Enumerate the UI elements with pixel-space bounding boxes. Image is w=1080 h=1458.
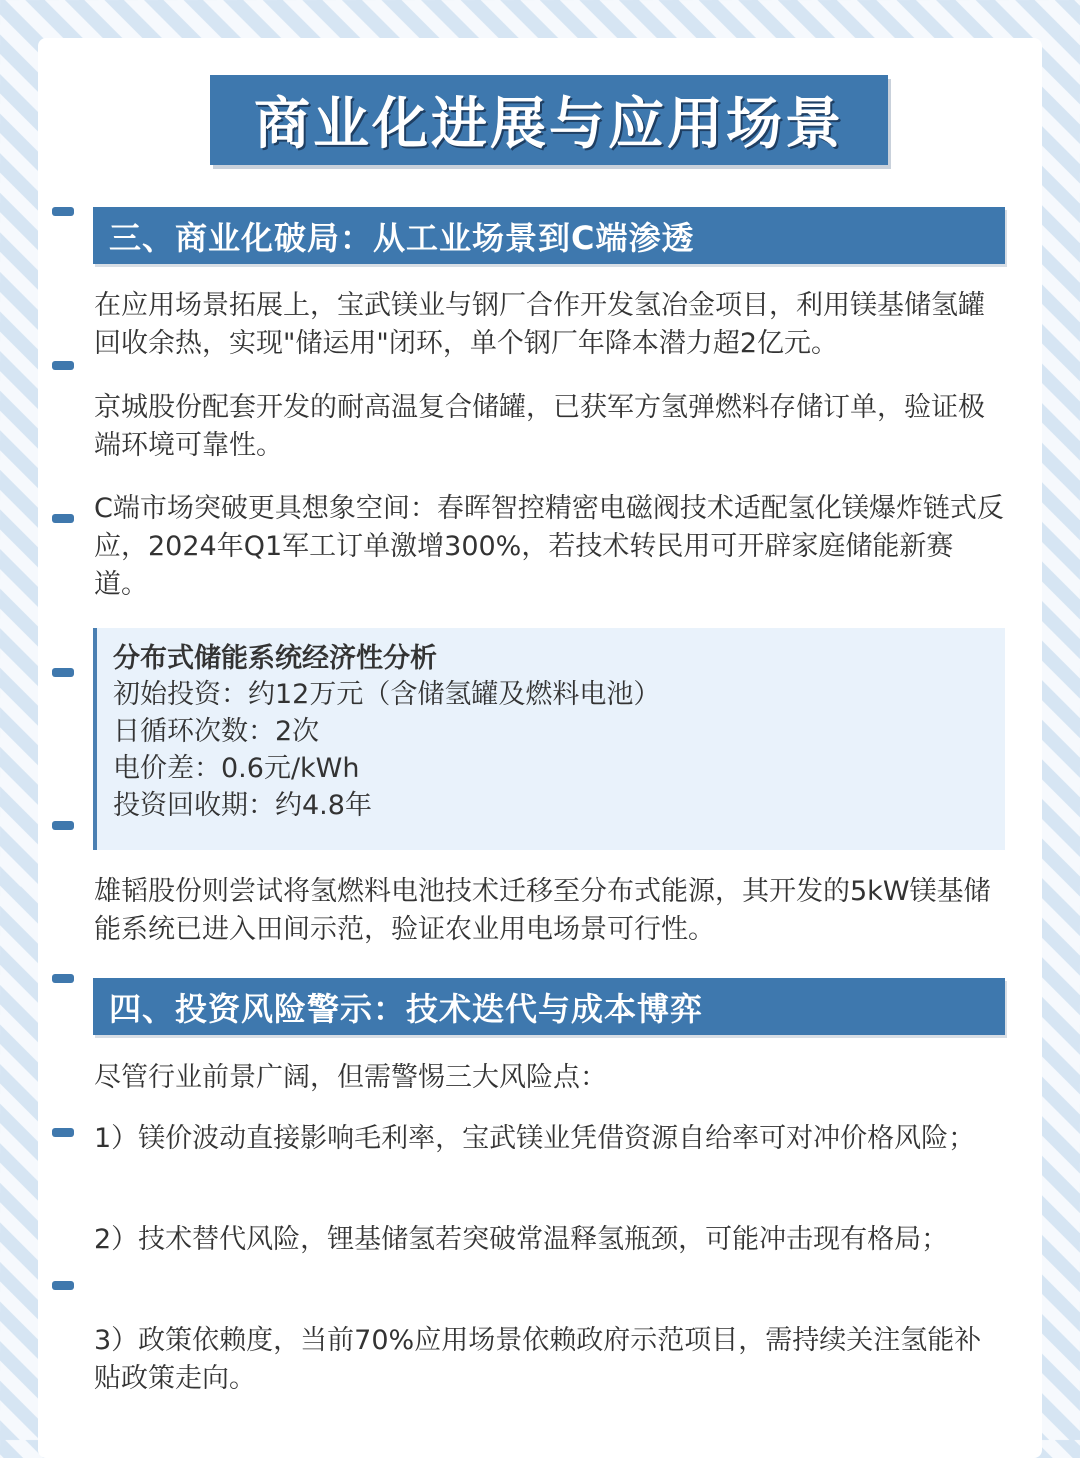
binder-clip-decoration [52,1281,74,1290]
binder-clip-decoration [52,974,74,983]
economics-analysis-box [93,628,1005,850]
binder-clip-decoration [52,668,74,677]
binder-clip-decoration [52,821,74,830]
paragraph-jingcheng: 京城股份配套开发的耐高温复合储罐，已获军方氢弹燃料存储订单，验证极端环境可靠性。 [94,392,985,461]
economics-row-initial-investment: 初始投资：约12万元（含储氢罐及燃料电池） [113,679,661,710]
paragraph-baowu: 在应用场景拓展上，宝武镁业与钢厂合作开发氢冶金项目，利用镁基储氢罐回收余热，实现"储运用"闭环，单个钢厂年降本潜力超2亿元。 [94,290,985,359]
economics-row-daily-cycles: 日循环次数：2次 [113,716,320,747]
page-title: 商业化进展与应用场景 [254,92,844,157]
economics-row-price-spread: 电价差：0.6元/kWh [113,753,360,784]
binder-clip-decoration [52,207,74,216]
paragraph-xiongtao: 雄韬股份则尝试将氢燃料电池技术迁移至分布式能源，其开发的5kW镁基储能系统已进入田间示范，验证农业用电场景可行性。 [94,876,991,945]
section-header-commercialization [93,207,1005,264]
economics-box-title: 分布式储能系统经济性分析 [113,643,437,674]
binder-clip-decoration [52,1128,74,1137]
section-header-investment-risk [93,978,1005,1035]
section-header-text: 三、商业化破局：从工业场景到C端渗透 [109,218,695,257]
economics-row-payback-period: 投资回收期：约4.8年 [113,790,372,821]
binder-clip-decoration [52,514,74,523]
page-title-banner [210,75,888,165]
binder-clip-decoration [52,361,74,370]
risk-item-policy-dependence: 3）政策依赖度，当前70%应用场景依赖政府示范项目，需持续关注氢能补贴政策走向。 [94,1325,982,1394]
risk-item-magnesium-price: 1）镁价波动直接影响毛利率，宝武镁业凭借资源自给率可对冲价格风险； [94,1123,976,1154]
paragraph-c-end-market: C端市场突破更具想象空间：春晖智控精密电磁阀技术适配氢化镁爆炸链式反应，2024年Q1军工订单激增300%，若技术转民用可开辟家庭储能新赛道。 [94,493,1004,600]
paragraph-risk-intro: 尽管行业前景广阔，但需警惕三大风险点： [94,1062,607,1093]
risk-item-technology-substitution: 2）技术替代风险，锂基储氢若突破常温释氢瓶颈，可能冲击现有格局； [94,1224,949,1255]
section-header-text: 四、投资风险警示：技术迭代与成本博弈 [109,989,704,1028]
